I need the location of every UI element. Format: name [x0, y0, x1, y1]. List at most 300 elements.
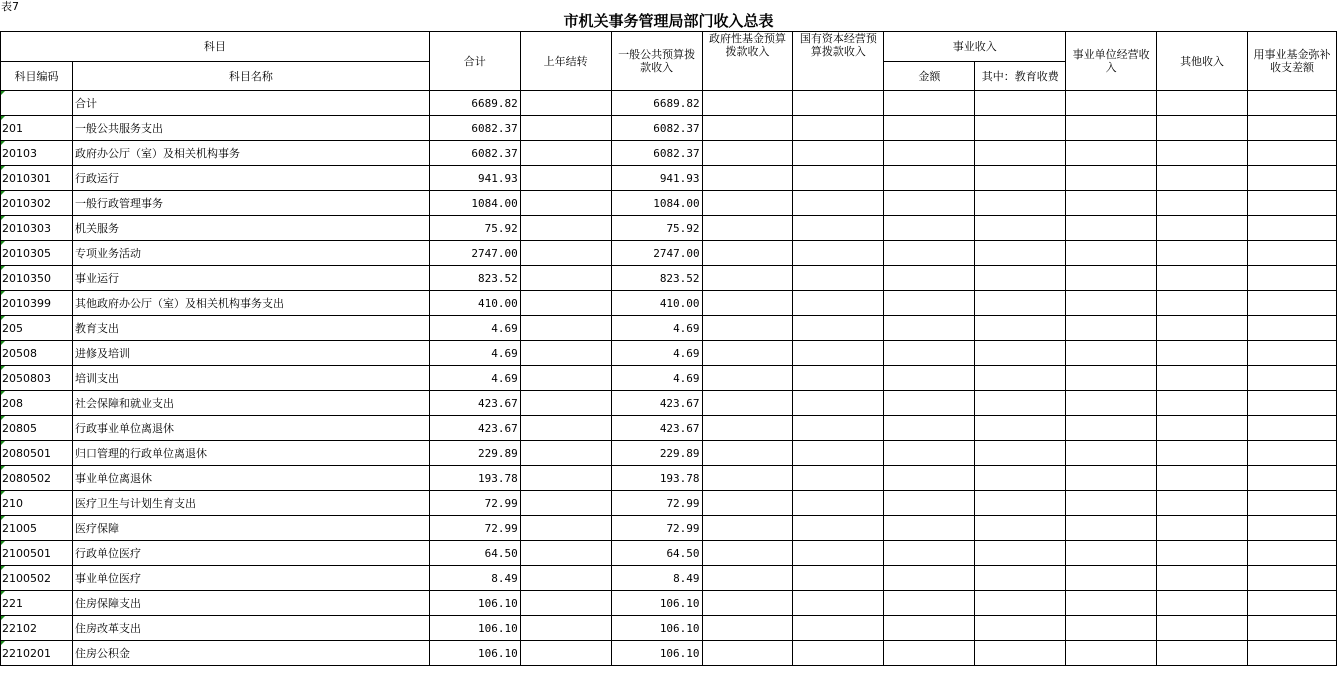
general-budget-cell: 106.10 [611, 591, 702, 616]
education-fee-cell [975, 441, 1066, 466]
other-income-cell [1157, 116, 1248, 141]
general-budget-cell: 8.49 [611, 566, 702, 591]
education-fee-cell [975, 316, 1066, 341]
state-capital-cell [793, 616, 884, 641]
unit-operating-cell [1066, 491, 1157, 516]
general-budget-cell: 6689.82 [611, 91, 702, 116]
header-fund-offset: 用事业基金弥补收支差额 [1248, 32, 1337, 91]
subject-name-cell: 住房公积金 [72, 641, 429, 666]
education-fee-cell [975, 341, 1066, 366]
state-capital-cell [793, 116, 884, 141]
subject-name-cell: 行政运行 [72, 166, 429, 191]
business-amount-cell [884, 341, 975, 366]
header-carryover: 上年结转 [520, 32, 611, 91]
other-income-cell [1157, 591, 1248, 616]
subject-name-cell: 进修及培训 [72, 341, 429, 366]
table-row [1, 541, 1337, 566]
unit-operating-cell [1066, 641, 1157, 666]
carryover-cell [520, 541, 611, 566]
gov-fund-cell [702, 591, 793, 616]
fund-offset-cell [1248, 91, 1337, 116]
carryover-cell [520, 591, 611, 616]
gov-fund-cell [702, 116, 793, 141]
state-capital-cell [793, 591, 884, 616]
fund-offset-cell [1248, 141, 1337, 166]
other-income-cell [1157, 641, 1248, 666]
carryover-cell [520, 616, 611, 641]
subject-name-cell: 培训支出 [72, 366, 429, 391]
state-capital-cell [793, 241, 884, 266]
total-cell: 229.89 [429, 441, 520, 466]
other-income-cell [1157, 341, 1248, 366]
header-business-income: 事业收入 [884, 32, 1066, 62]
gov-fund-cell [702, 416, 793, 441]
subject-name-cell: 教育支出 [72, 316, 429, 341]
fund-offset-cell [1248, 466, 1337, 491]
carryover-cell [520, 516, 611, 541]
table-row [1, 191, 1337, 216]
subject-name-cell: 社会保障和就业支出 [72, 391, 429, 416]
fund-offset-cell [1248, 266, 1337, 291]
state-capital-cell [793, 391, 884, 416]
total-cell: 72.99 [429, 491, 520, 516]
subject-code-cell: 20103 [1, 141, 73, 166]
gov-fund-cell [702, 166, 793, 191]
general-budget-cell: 75.92 [611, 216, 702, 241]
general-budget-cell: 4.69 [611, 366, 702, 391]
state-capital-cell [793, 566, 884, 591]
other-income-cell [1157, 441, 1248, 466]
subject-name-cell: 行政事业单位离退休 [72, 416, 429, 441]
gov-fund-cell [702, 541, 793, 566]
subject-code-cell: 2010305 [1, 241, 73, 266]
business-amount-cell [884, 291, 975, 316]
total-cell: 72.99 [429, 516, 520, 541]
business-amount-cell [884, 91, 975, 116]
business-amount-cell [884, 566, 975, 591]
general-budget-cell: 72.99 [611, 491, 702, 516]
unit-operating-cell [1066, 366, 1157, 391]
unit-operating-cell [1066, 266, 1157, 291]
state-capital-cell [793, 441, 884, 466]
general-budget-cell: 72.99 [611, 516, 702, 541]
general-budget-cell: 423.67 [611, 416, 702, 441]
table-row [1, 641, 1337, 666]
general-budget-cell: 193.78 [611, 466, 702, 491]
subject-code-cell: 2050803 [1, 366, 73, 391]
unit-operating-cell [1066, 616, 1157, 641]
business-amount-cell [884, 466, 975, 491]
general-budget-cell: 823.52 [611, 266, 702, 291]
total-cell: 106.10 [429, 616, 520, 641]
header-general-budget: 一般公共预算拨款收入 [611, 32, 702, 91]
carryover-cell [520, 491, 611, 516]
gov-fund-cell [702, 391, 793, 416]
business-amount-cell [884, 216, 975, 241]
state-capital-cell [793, 216, 884, 241]
education-fee-cell [975, 241, 1066, 266]
table-row [1, 266, 1337, 291]
table-row [1, 366, 1337, 391]
education-fee-cell [975, 366, 1066, 391]
unit-operating-cell [1066, 191, 1157, 216]
unit-operating-cell [1066, 91, 1157, 116]
education-fee-cell [975, 191, 1066, 216]
business-amount-cell [884, 241, 975, 266]
business-amount-cell [884, 141, 975, 166]
fund-offset-cell [1248, 616, 1337, 641]
table-row [1, 116, 1337, 141]
total-cell: 423.67 [429, 416, 520, 441]
general-budget-cell: 1084.00 [611, 191, 702, 216]
state-capital-cell [793, 516, 884, 541]
gov-fund-cell [702, 366, 793, 391]
state-capital-cell [793, 491, 884, 516]
subject-code-cell: 20805 [1, 416, 73, 441]
business-amount-cell [884, 116, 975, 141]
total-cell: 2747.00 [429, 241, 520, 266]
state-capital-cell [793, 91, 884, 116]
gov-fund-cell [702, 491, 793, 516]
table-row [1, 391, 1337, 416]
subject-code-cell: 2210201 [1, 641, 73, 666]
table-row [1, 491, 1337, 516]
table-row [1, 591, 1337, 616]
carryover-cell [520, 316, 611, 341]
total-cell: 941.93 [429, 166, 520, 191]
subject-code-cell: 20508 [1, 341, 73, 366]
business-amount-cell [884, 491, 975, 516]
unit-operating-cell [1066, 116, 1157, 141]
other-income-cell [1157, 566, 1248, 591]
education-fee-cell [975, 516, 1066, 541]
table-row [1, 416, 1337, 441]
education-fee-cell [975, 491, 1066, 516]
state-capital-cell [793, 466, 884, 491]
state-capital-cell [793, 316, 884, 341]
other-income-cell [1157, 491, 1248, 516]
unit-operating-cell [1066, 466, 1157, 491]
unit-operating-cell [1066, 441, 1157, 466]
table-row [1, 91, 1337, 116]
carryover-cell [520, 466, 611, 491]
subject-code-cell: 22102 [1, 616, 73, 641]
header-unit-operating: 事业单位经营收入 [1066, 32, 1157, 91]
carryover-cell [520, 566, 611, 591]
fund-offset-cell [1248, 116, 1337, 141]
total-cell: 410.00 [429, 291, 520, 316]
header-subject: 科目 [1, 32, 430, 62]
table-row [1, 441, 1337, 466]
gov-fund-cell [702, 641, 793, 666]
gov-fund-cell [702, 191, 793, 216]
table-row [1, 616, 1337, 641]
carryover-cell [520, 241, 611, 266]
state-capital-cell [793, 266, 884, 291]
subject-name-cell: 机关服务 [72, 216, 429, 241]
subject-code-cell: 2100502 [1, 566, 73, 591]
table-row [1, 216, 1337, 241]
total-cell: 6082.37 [429, 116, 520, 141]
fund-offset-cell [1248, 166, 1337, 191]
subject-code-cell: 2080502 [1, 466, 73, 491]
gov-fund-cell [702, 241, 793, 266]
gov-fund-cell [702, 291, 793, 316]
other-income-cell [1157, 366, 1248, 391]
business-amount-cell [884, 641, 975, 666]
subject-code-cell: 201 [1, 116, 73, 141]
state-capital-cell [793, 291, 884, 316]
fund-offset-cell [1248, 441, 1337, 466]
education-fee-cell [975, 291, 1066, 316]
carryover-cell [520, 191, 611, 216]
other-income-cell [1157, 291, 1248, 316]
education-fee-cell [975, 541, 1066, 566]
subject-code-cell: 2010399 [1, 291, 73, 316]
fund-offset-cell [1248, 541, 1337, 566]
unit-operating-cell [1066, 241, 1157, 266]
carryover-cell [520, 216, 611, 241]
other-income-cell [1157, 191, 1248, 216]
education-fee-cell [975, 141, 1066, 166]
other-income-cell [1157, 541, 1248, 566]
state-capital-cell [793, 416, 884, 441]
subject-name-cell: 事业单位离退休 [72, 466, 429, 491]
subject-name-cell: 住房保障支出 [72, 591, 429, 616]
unit-operating-cell [1066, 316, 1157, 341]
general-budget-cell: 2747.00 [611, 241, 702, 266]
carryover-cell [520, 441, 611, 466]
total-cell: 106.10 [429, 641, 520, 666]
header-total: 合计 [429, 32, 520, 91]
table-row [1, 291, 1337, 316]
gov-fund-cell [702, 466, 793, 491]
total-cell: 8.49 [429, 566, 520, 591]
gov-fund-cell [702, 341, 793, 366]
business-amount-cell [884, 266, 975, 291]
education-fee-cell [975, 166, 1066, 191]
education-fee-cell [975, 116, 1066, 141]
total-cell: 4.69 [429, 366, 520, 391]
business-amount-cell [884, 591, 975, 616]
other-income-cell [1157, 166, 1248, 191]
state-capital-cell [793, 191, 884, 216]
fund-offset-cell [1248, 566, 1337, 591]
state-capital-cell [793, 341, 884, 366]
state-capital-cell [793, 541, 884, 566]
subject-name-cell: 一般行政管理事务 [72, 191, 429, 216]
general-budget-cell: 106.10 [611, 641, 702, 666]
total-cell: 4.69 [429, 341, 520, 366]
other-income-cell [1157, 266, 1248, 291]
gov-fund-cell [702, 566, 793, 591]
subject-name-cell: 其他政府办公厅（室）及相关机构事务支出 [72, 291, 429, 316]
state-capital-cell [793, 166, 884, 191]
carryover-cell [520, 341, 611, 366]
unit-operating-cell [1066, 291, 1157, 316]
subject-code-cell: 2080501 [1, 441, 73, 466]
fund-offset-cell [1248, 366, 1337, 391]
page-title: 市机关事务管理局部门收入总表 [563, 12, 774, 30]
header-subject-code: 科目编码 [1, 62, 73, 91]
carryover-cell [520, 391, 611, 416]
business-amount-cell [884, 616, 975, 641]
total-cell: 6689.82 [429, 91, 520, 116]
fund-offset-cell [1248, 641, 1337, 666]
subject-code-cell: 221 [1, 591, 73, 616]
general-budget-cell: 106.10 [611, 616, 702, 641]
general-budget-cell: 410.00 [611, 291, 702, 316]
gov-fund-cell [702, 141, 793, 166]
fund-offset-cell [1248, 291, 1337, 316]
total-cell: 4.69 [429, 316, 520, 341]
business-amount-cell [884, 541, 975, 566]
table-row [1, 241, 1337, 266]
unit-operating-cell [1066, 566, 1157, 591]
fund-offset-cell [1248, 491, 1337, 516]
carryover-cell [520, 166, 611, 191]
table-number: 表7 [1, 0, 19, 13]
subject-name-cell: 专项业务活动 [72, 241, 429, 266]
business-amount-cell [884, 191, 975, 216]
unit-operating-cell [1066, 216, 1157, 241]
gov-fund-cell [702, 91, 793, 116]
total-cell: 6082.37 [429, 141, 520, 166]
education-fee-cell [975, 641, 1066, 666]
header-gov-fund: 政府性基金预算拨款收入 [702, 32, 793, 91]
general-budget-cell: 4.69 [611, 316, 702, 341]
table-row [1, 316, 1337, 341]
other-income-cell [1157, 91, 1248, 116]
business-amount-cell [884, 391, 975, 416]
fund-offset-cell [1248, 191, 1337, 216]
other-income-cell [1157, 391, 1248, 416]
subject-name-cell: 住房改革支出 [72, 616, 429, 641]
education-fee-cell [975, 616, 1066, 641]
education-fee-cell [975, 216, 1066, 241]
gov-fund-cell [702, 616, 793, 641]
carryover-cell [520, 641, 611, 666]
subject-name-cell: 事业运行 [72, 266, 429, 291]
other-income-cell [1157, 416, 1248, 441]
carryover-cell [520, 116, 611, 141]
education-fee-cell [975, 266, 1066, 291]
education-fee-cell [975, 91, 1066, 116]
total-cell: 823.52 [429, 266, 520, 291]
unit-operating-cell [1066, 391, 1157, 416]
gov-fund-cell [702, 216, 793, 241]
other-income-cell [1157, 516, 1248, 541]
total-cell: 193.78 [429, 466, 520, 491]
total-cell: 64.50 [429, 541, 520, 566]
table-row [1, 566, 1337, 591]
gov-fund-cell [702, 441, 793, 466]
state-capital-cell [793, 641, 884, 666]
subject-name-cell: 一般公共服务支出 [72, 116, 429, 141]
carryover-cell [520, 416, 611, 441]
general-budget-cell: 229.89 [611, 441, 702, 466]
subject-name-cell: 合计 [72, 91, 429, 116]
general-budget-cell: 941.93 [611, 166, 702, 191]
subject-code-cell: 210 [1, 491, 73, 516]
gov-fund-cell [702, 316, 793, 341]
other-income-cell [1157, 141, 1248, 166]
unit-operating-cell [1066, 516, 1157, 541]
fund-offset-cell [1248, 316, 1337, 341]
subject-name-cell: 医疗卫生与计划生育支出 [72, 491, 429, 516]
table-row [1, 166, 1337, 191]
general-budget-cell: 4.69 [611, 341, 702, 366]
subject-code-cell: 2010301 [1, 166, 73, 191]
header-subject-name: 科目名称 [72, 62, 429, 91]
carryover-cell [520, 141, 611, 166]
gov-fund-cell [702, 266, 793, 291]
subject-code-cell: 2010302 [1, 191, 73, 216]
subject-code-cell: 208 [1, 391, 73, 416]
header-amount: 金额 [884, 62, 975, 91]
subject-name-cell: 医疗保障 [72, 516, 429, 541]
header-other-income: 其他收入 [1157, 32, 1248, 91]
unit-operating-cell [1066, 541, 1157, 566]
fund-offset-cell [1248, 416, 1337, 441]
subject-name-cell: 政府办公厅（室）及相关机构事务 [72, 141, 429, 166]
other-income-cell [1157, 616, 1248, 641]
unit-operating-cell [1066, 591, 1157, 616]
subject-code-cell: 2010350 [1, 266, 73, 291]
subject-code-cell: 2100501 [1, 541, 73, 566]
carryover-cell [520, 91, 611, 116]
fund-offset-cell [1248, 216, 1337, 241]
business-amount-cell [884, 166, 975, 191]
other-income-cell [1157, 466, 1248, 491]
unit-operating-cell [1066, 416, 1157, 441]
unit-operating-cell [1066, 141, 1157, 166]
other-income-cell [1157, 241, 1248, 266]
other-income-cell [1157, 216, 1248, 241]
subject-code-cell [1, 91, 73, 116]
business-amount-cell [884, 366, 975, 391]
fund-offset-cell [1248, 391, 1337, 416]
total-cell: 75.92 [429, 216, 520, 241]
state-capital-cell [793, 141, 884, 166]
general-budget-cell: 6082.37 [611, 141, 702, 166]
subject-name-cell: 行政单位医疗 [72, 541, 429, 566]
fund-offset-cell [1248, 591, 1337, 616]
education-fee-cell [975, 466, 1066, 491]
business-amount-cell [884, 516, 975, 541]
education-fee-cell [975, 566, 1066, 591]
total-cell: 106.10 [429, 591, 520, 616]
unit-operating-cell [1066, 166, 1157, 191]
carryover-cell [520, 366, 611, 391]
education-fee-cell [975, 591, 1066, 616]
total-cell: 423.67 [429, 391, 520, 416]
subject-name-cell: 事业单位医疗 [72, 566, 429, 591]
business-amount-cell [884, 441, 975, 466]
table-row [1, 341, 1337, 366]
subject-code-cell: 205 [1, 316, 73, 341]
carryover-cell [520, 291, 611, 316]
table-row [1, 516, 1337, 541]
total-cell: 1084.00 [429, 191, 520, 216]
state-capital-cell [793, 366, 884, 391]
header-education-fee: 其中：教育收费 [975, 62, 1066, 91]
education-fee-cell [975, 416, 1066, 441]
subject-code-cell: 2010303 [1, 216, 73, 241]
education-fee-cell [975, 391, 1066, 416]
general-budget-cell: 423.67 [611, 391, 702, 416]
income-summary-table [0, 31, 1337, 666]
